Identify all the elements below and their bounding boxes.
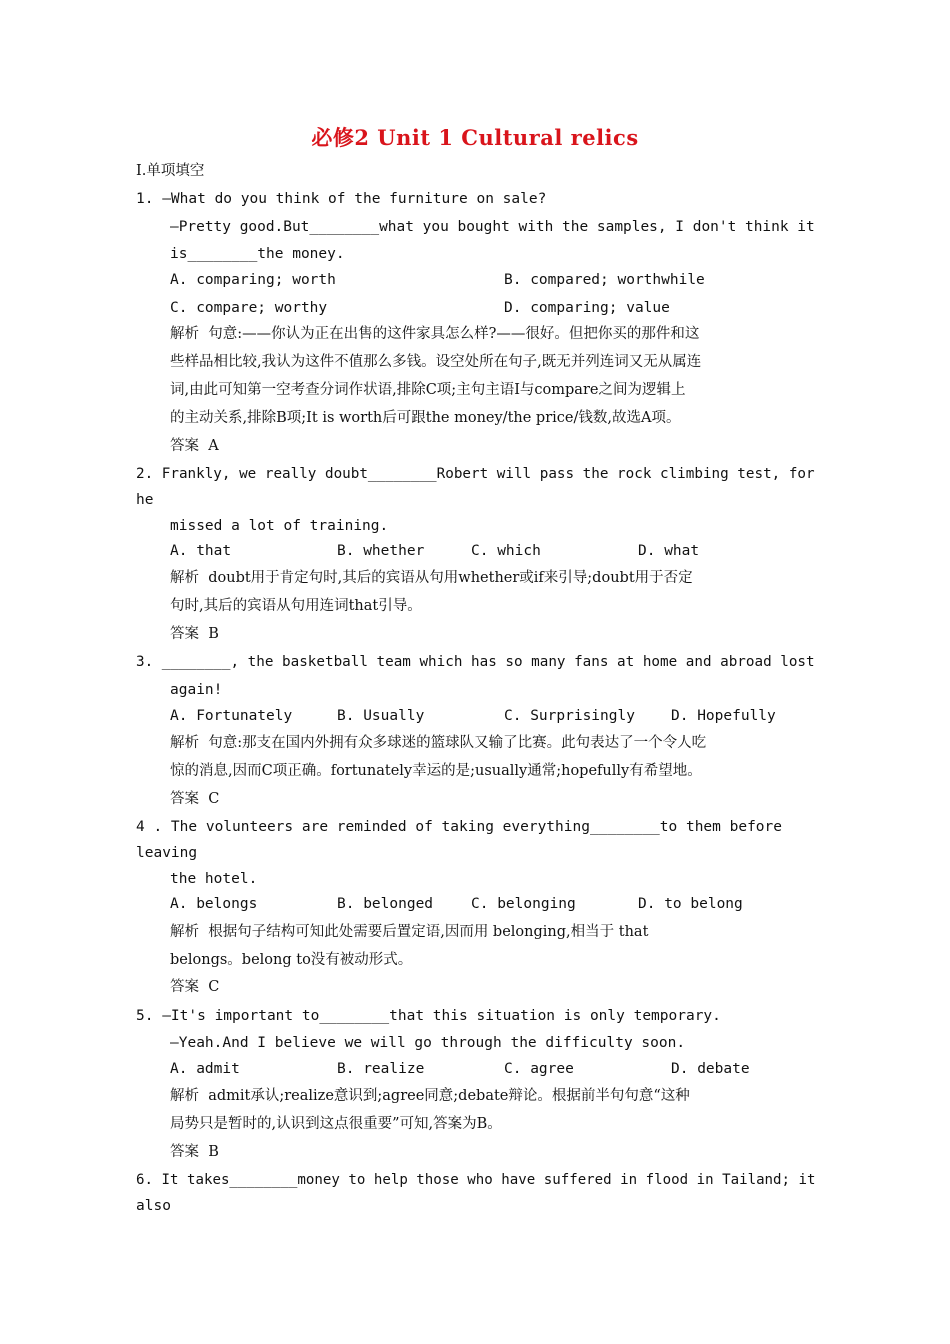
question-line: —Yeah.And I believe we will go through the difficulty soon. — [170, 1035, 686, 1051]
analysis-line: 局势只是暂时的,认识到这点很重要”可知,答案为B。 — [170, 1116, 502, 1132]
option-a: A. that — [170, 543, 232, 559]
option-d: D. debate — [671, 1061, 750, 1077]
option-b: B. realize — [337, 1061, 425, 1077]
option-b: B. compared; worthwhile — [504, 272, 705, 288]
question-line: 2. Frankly, we really doubt________Robert will pass the rock climbing test, for — [136, 466, 815, 482]
option-a: A. belongs — [170, 896, 258, 912]
analysis-line: 解析 admit承认;realize意识到;agree同意;debate辩论。根据前半句句意“这种 — [170, 1088, 690, 1104]
question-line: 4 . The volunteers are reminded of taking everything________to them before — [136, 819, 783, 835]
page-title: 必修2 Unit 1 Cultural relics — [311, 125, 639, 150]
analysis-line: 解析 句意:——你认为正在出售的这件家具怎么样?——很好。但把你买的那件和这 — [170, 326, 700, 342]
option-a: A. Fortunately — [170, 708, 293, 724]
question-line: missed a lot of training. — [170, 518, 389, 534]
option-c: C. which — [471, 543, 541, 559]
question-line: is________the money. — [170, 246, 345, 262]
question-line: the hotel. — [170, 871, 258, 887]
answer-line: 答案 B — [170, 1144, 219, 1160]
section-heading: Ⅰ.单项填空 — [136, 163, 205, 179]
analysis-line: 词,由此可知第一空考查分词作状语,排除C项;主句主语I与compare之间为逻辑上 — [170, 382, 686, 398]
analysis-line: 解析 doubt用于肯定句时,其后的宾语从句用whether或if来引导;doubt用于否定 — [170, 570, 693, 586]
option-a: A. admit — [170, 1061, 240, 1077]
question-line: leaving — [136, 845, 198, 861]
question-line: 3. ________, the basketball team which has so many fans at home and abroad lost — [136, 654, 815, 670]
answer-line: 答案 A — [170, 438, 219, 454]
question-line: —Pretty good.But________what you bought with the samples, I don't think it — [170, 219, 815, 235]
question-line: he — [136, 492, 154, 508]
option-b: B. Usually — [337, 708, 425, 724]
analysis-line: 惊的消息,因而C项正确。fortunately幸运的是;usually通常;hopefully有希望地。 — [170, 763, 702, 779]
analysis-line: 句时,其后的宾语从句用连词that引导。 — [170, 598, 422, 614]
answer-line: 答案 C — [170, 791, 220, 807]
option-c: C. agree — [504, 1061, 574, 1077]
analysis-line: belongs。belong to没有被动形式。 — [170, 952, 413, 968]
analysis-line: 解析 根据句子结构可知此处需要后置定语,因而用 belonging,相当于 that — [170, 924, 649, 940]
option-c: C. belonging — [471, 896, 576, 912]
option-a: A. comparing; worth — [170, 272, 336, 288]
answer-line: 答案 C — [170, 979, 220, 995]
option-b: B. whether — [337, 543, 425, 559]
option-d: D. to belong — [638, 896, 743, 912]
option-d: D. what — [638, 543, 700, 559]
option-c: C. Surprisingly — [504, 708, 635, 724]
option-d: D. Hopefully — [671, 708, 776, 724]
question-line: 1. —What do you think of the furniture on sale? — [136, 191, 547, 207]
question-line: 5. —It's important to________that this situation is only temporary. — [136, 1008, 721, 1024]
option-b: B. belonged — [337, 896, 434, 912]
analysis-line: 些样品相比较,我认为这件不值那么多钱。设空处所在句子,既无并列连词又无从属连 — [170, 354, 702, 370]
option-d: D. comparing; value — [504, 300, 670, 316]
option-c: C. compare; worthy — [170, 300, 328, 316]
answer-line: 答案 B — [170, 626, 219, 642]
analysis-line: 解析 句意:那支在国内外拥有众多球迷的篮球队又输了比赛。此句表达了一个令人吃 — [170, 735, 707, 751]
question-line: also — [136, 1198, 171, 1214]
question-line: again! — [170, 682, 223, 698]
analysis-line: 的主动关系,排除B项;It is worth后可跟the money/the price/钱数,故选A项。 — [170, 410, 681, 426]
question-line: 6. It takes________money to help those who have suffered in flood in Tailand; it — [136, 1172, 816, 1188]
